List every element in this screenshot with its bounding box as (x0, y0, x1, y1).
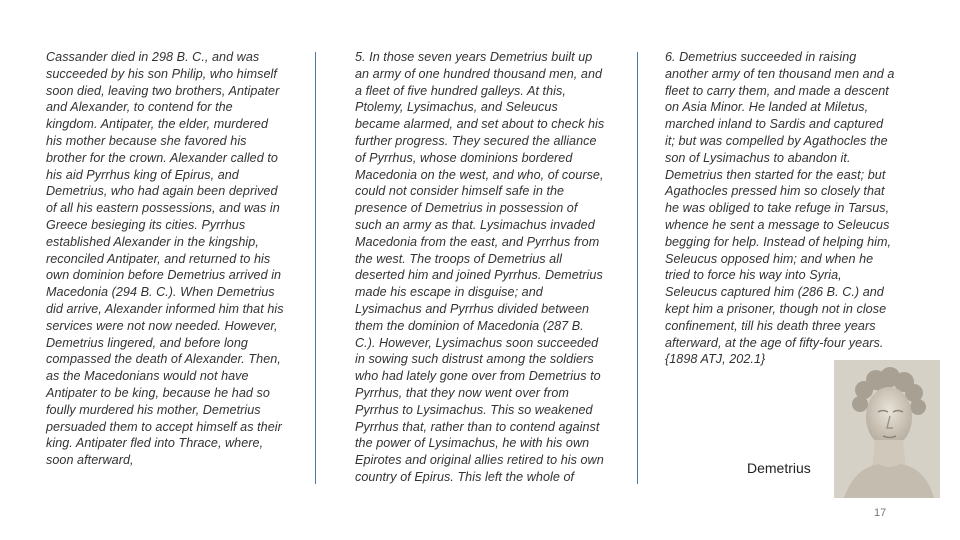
column-3-text: 6. Demetrius succeeded in raising another army of ten thousand men and a fleet to carry them, and made a descent on Asia Minor. He landed at Miletus, marched inland to Sardis and captured it; but was compelled by Agathocles the son of Lysimachus to abandon it. Demetrius then started for the east; but Agathocles pressed him so closely that he was obliged to take refuge in Tarsus, whence he sent a message to Seleucus begging for help. Instead of helping him, Seleucus opposed him; and when he tried to force his way into Syria, Seleucus captured him (286 B. C.) and kept him a prisoner, though not in close confinement, till his death three years afterward, at the age of fifty-four years. {1898 ATJ, 202.1} (665, 50, 895, 367)
page-number: 17 (874, 507, 887, 519)
text-column-2 (355, 49, 605, 486)
text-column-1 (46, 49, 286, 469)
column-divider-1 (315, 52, 316, 484)
column-1-text: Cassander died in 298 B. C., and was succeeded by his son Philip, who himself soon died, leaving two brothers, Antipater and Alexander, to contend for the kingdom. Antipater, the elder, murdered his mother because she favored his brother for the crown. Alexander called to his aid Pyrrhus king of Epirus, and Demetrius, who had again been deprived of all his eastern possessions, and was in Greece besieging its cities. Pyrrhus established Alexander in the kingship, reconciled Antipater, and returned to his own dominion before Demetrius arrived in Macedonia (294 B. C.). When Demetrius did arrive, Alexander informed him that his services were not now needed. However, Demetrius lingered, and before long compassed the death of Alexander. Then, as the Macedonians would not have Antipater to be king, because he had so foully murdered his mother, Demetrius persuaded them to accept himself as their king. Antipater fled into Thrace, where, soon afterward, (46, 50, 284, 468)
bust-portrait-icon (834, 360, 940, 498)
image-caption: Demetrius (747, 460, 811, 476)
demetrius-bust-image (834, 360, 940, 498)
column-divider-2 (637, 52, 638, 484)
text-column-3 (665, 49, 895, 368)
column-2-text: 5. In those seven years Demetrius built up an army of one hundred thousand men, and a fleet of five hundred galleys. At this, Ptolemy, Lysimachus, and Seleucus became alarmed, and set about to check his further progress. They secured the alliance of Pyrrhus, whose dominions bordered Macedonia on the west, and who, of course, could not consider himself safe in the presence of Demetrius in possession of such an army as that. Lysimachus invaded Macedonia from the east, and Pyrrhus from the west. The troops of Demetrius all deserted him and joined Pyrrhus. Demetrius made his escape in disguise; and Lysimachus and Pyrrhus divided between them the dominion of Macedonia (287 B. C.). However, Lysimachus soon succeeded in sowing such distrust among the soldiers who had lately gone over from Demetrius to Pyrrhus, that they now went over from Pyrrhus to Lysimachus. This so weakened Pyrrhus that, rather than to contend against the power of Lysimachus, he with his own Epirotes and original allies retired to his own country of Epirus. This left the whole of (355, 50, 605, 484)
